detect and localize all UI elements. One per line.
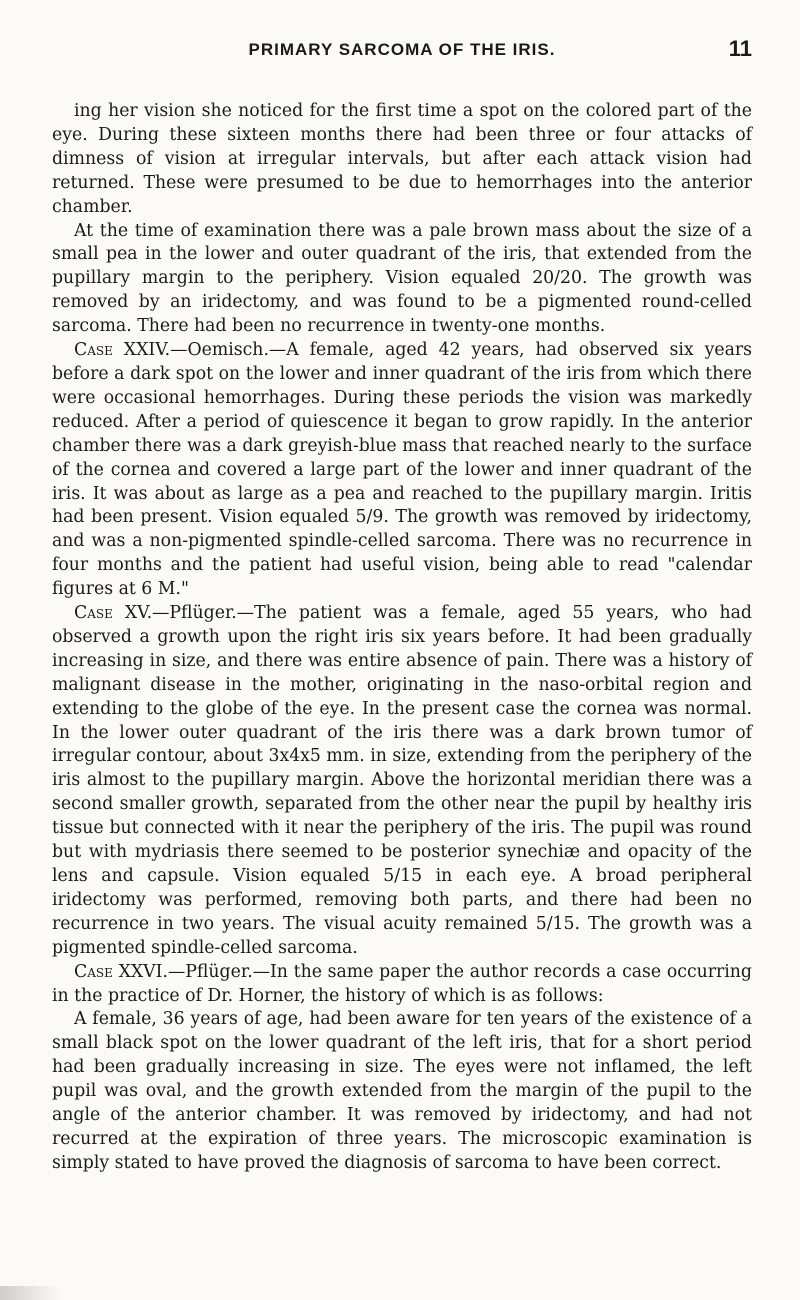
case-paragraph	[52, 961, 752, 1009]
case-paragraph	[52, 602, 752, 961]
paragraph-text: —Oemisch.—A female, aged 42 years, had observed six years before a dark spot on the lower and inner quadrant of the iris from which there were occasional hemorrhages. During these periods the vision was markedly reduced. After a period of quiescence it began to grow rapidly. In the anterior chamber there was a dark greyish-blue mass that reached nearly to the surface of the cornea and covered a large part of the lower and inner quadrant of the iris. It was about as large as a pea and reached to the pupillary margin. Iritis had been present. Vision equaled 5/9. The growth was removed by iridectomy, and was a non-pigmented spindle-celled sarcoma. There was no recurrence in four months and the patient had useful vision, being able to read "calendar figures at 6 M."	[52, 340, 752, 600]
paragraph-text: A female, 36 years of age, had been aware for ten years of the existence of a small black spot on the lower quadrant of the left iris, that for a short period had been gradually increasing in size. The eyes were not inflamed, the left pupil was oval, and the growth extended from the margin of the pupil to the angle of the anterior chamber. It was removed by iridectomy, and had not recurred at the expiration of three years. The microscopic examination is simply stated to have proved the diagnosis of sarcoma to have been correct.	[52, 1009, 752, 1173]
running-title: PRIMARY SARCOMA OF THE IRIS.	[248, 40, 556, 59]
paragraph-text: ing her vision she noticed for the first time a spot on the colored part of the eye. During these sixteen months there had been three or four attacks of dimness of vision at irregular intervals, but after each attack vision had returned. These were presumed to be due to hemorrhages into the anterior chamber.	[52, 101, 752, 217]
paragraph	[52, 220, 752, 340]
running-head	[52, 36, 752, 70]
case-title: Case XV.	[74, 603, 153, 624]
paragraph-text: —Pflüger.—In the same paper the author records a case occurring in the practice of Dr. Horner, the history of which is as follows:	[52, 961, 752, 1006]
case-paragraph	[52, 339, 752, 602]
paragraph-text: At the time of examination there was a pale brown mass about the size of a small pea in the lower and outer quadrant of the iris, that extended from the pupillary margin to the periphery. Vision equaled 20/20. The growth was removed by an iridectomy, and was found to be a pigmented round-celled sarcoma. There had been no recurrence in twenty-one months.	[52, 220, 752, 337]
paragraph	[52, 100, 752, 220]
body-text	[52, 100, 752, 1176]
page-number: 11	[728, 36, 752, 61]
paragraph	[52, 1008, 752, 1175]
paragraph-text: —Pflüger.—The patient was a female, aged 55 years, who had observed a growth upon the right iris six years before. It had been gradually increasing in size, and there was entire absence of pain. There was a history of malignant disease in the mother, originating in the naso-orbital region and extending to the globe of the eye. In the present case the cornea was normal. In the lower outer quadrant of the iris there was a dark brown tumor of irregular contour, about 3x4x5 mm. in size, extending from the periphery of the iris almost to the pupillary margin. Above the horizontal meridian there was a second smaller growth, separated from the other near the pupil by healthy iris tissue but connected with it near the periphery of the iris. The pupil was round but with mydriasis there seemed to be posterior synechiæ and opacity of the lens and capsule. Vision equaled 5/15 in each eye. A broad peripheral iridectomy was performed, removing both parts, and there had been no recurrence in two years. The visual acuity remained 5/15. The growth was a pigmented spindle-celled sarcoma.	[52, 603, 752, 958]
page-edge-shadow	[0, 1286, 60, 1300]
case-title: Case XXIV.	[74, 340, 171, 361]
case-title: Case XXVI.	[74, 961, 168, 982]
